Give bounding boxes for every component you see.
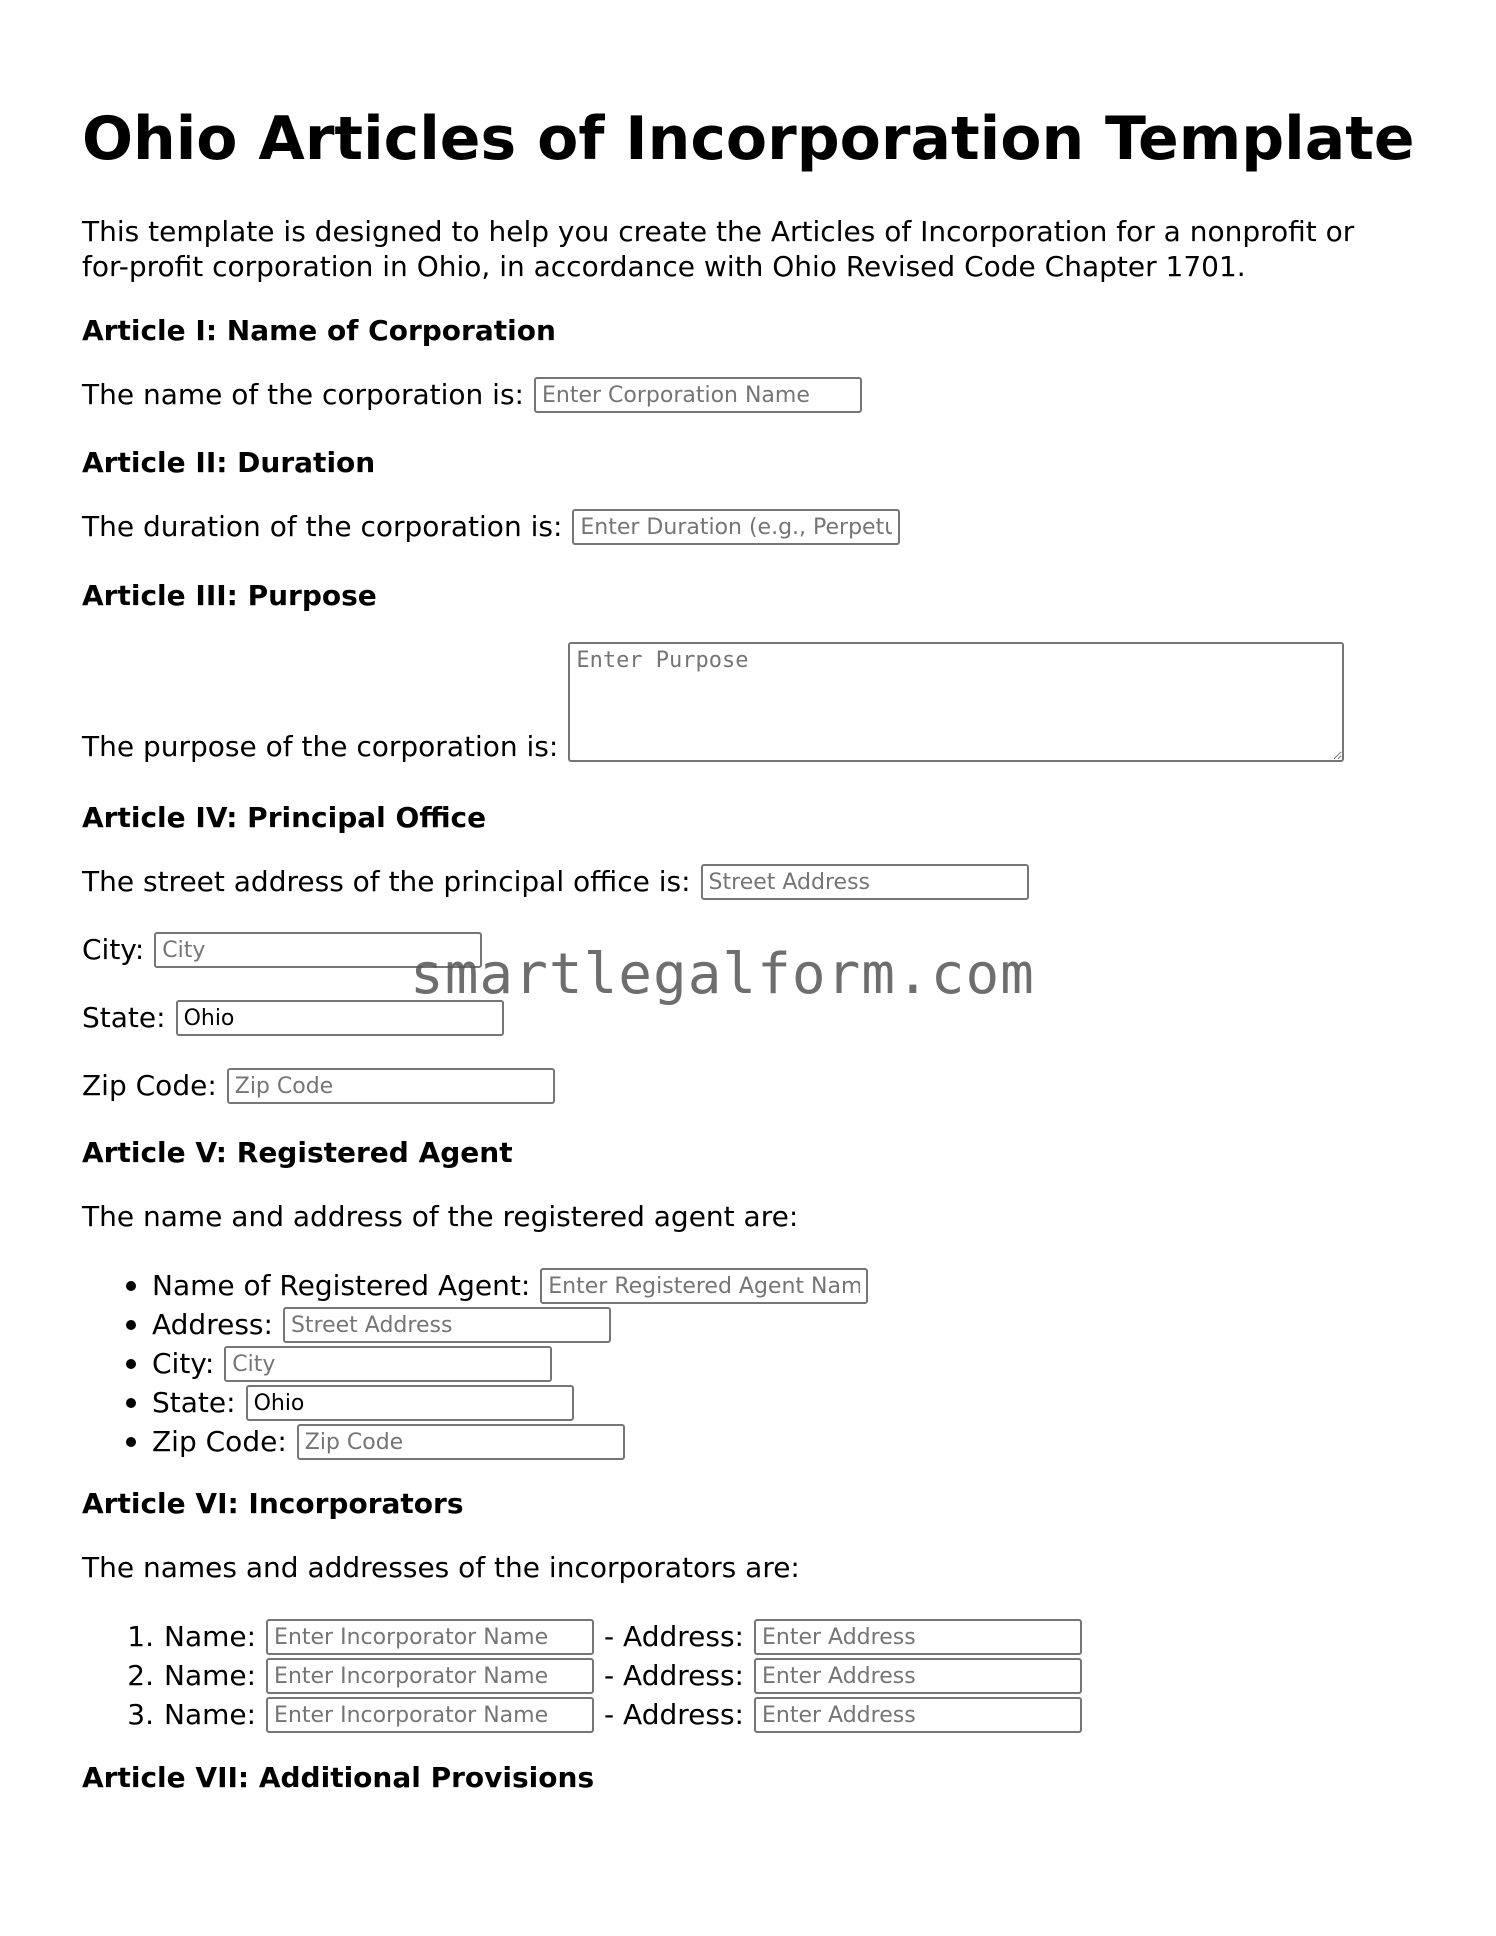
incorporator-address-input[interactable] xyxy=(754,1619,1082,1655)
incorporator-name-label: Name: xyxy=(164,1698,257,1731)
incorporator-row-1 xyxy=(82,1618,1082,1656)
agent-state-item xyxy=(80,1384,574,1422)
incorporator-address-label: - Address: xyxy=(604,1659,744,1692)
incorporator-name-label: Name: xyxy=(164,1659,257,1692)
incorporator-row-3 xyxy=(82,1696,1082,1734)
agent-name-item xyxy=(80,1267,868,1305)
incorporator-number: 3. xyxy=(127,1698,154,1731)
bullet-icon xyxy=(126,1359,136,1369)
principal-street-row xyxy=(82,863,1029,901)
incorporator-number: 2. xyxy=(127,1659,154,1692)
agent-intro xyxy=(82,1198,798,1236)
purpose-label: The purpose of the corporation is: xyxy=(82,730,559,763)
agent-address-label: Address: xyxy=(152,1308,273,1341)
article-5-heading: Article V: Registered Agent xyxy=(82,1136,513,1169)
principal-city-row xyxy=(82,931,482,969)
article-2-row xyxy=(82,508,900,546)
incorporators-intro-text: The names and addresses of the incorporators are: xyxy=(82,1551,800,1584)
incorporator-address-label: - Address: xyxy=(604,1698,744,1731)
incorporator-name-input[interactable] xyxy=(266,1619,594,1655)
agent-zip-item xyxy=(80,1423,625,1461)
duration-input[interactable] xyxy=(572,509,900,545)
article-2-heading: Article II: Duration xyxy=(82,446,376,479)
article-3-heading: Article III: Purpose xyxy=(82,579,377,612)
agent-name-input[interactable] xyxy=(540,1268,868,1304)
purpose-textarea[interactable] xyxy=(568,642,1344,762)
intro-line-2: for-profit corporation in Ohio, in accordance with Ohio Revised Code Chapter 1701. xyxy=(82,250,1246,283)
agent-intro-text: The name and address of the registered agent are: xyxy=(82,1200,799,1233)
article-3-row xyxy=(82,642,1344,762)
article-4-heading: Article IV: Principal Office xyxy=(82,801,487,834)
principal-city-label: City: xyxy=(82,933,145,966)
watermark: smartlegalform.com xyxy=(410,942,1035,1007)
principal-city-input[interactable] xyxy=(154,932,482,968)
agent-city-input[interactable] xyxy=(224,1346,552,1382)
page-title: Ohio Articles of Incorporation Template xyxy=(82,104,1415,174)
duration-label: The duration of the corporation is: xyxy=(82,510,563,543)
agent-address-item xyxy=(80,1306,611,1344)
incorporator-name-input[interactable] xyxy=(266,1697,594,1733)
agent-state-label: State: xyxy=(152,1386,236,1419)
incorporators-intro xyxy=(82,1549,800,1587)
bullet-icon xyxy=(126,1281,136,1291)
article-6-heading: Article VI: Incorporators xyxy=(82,1487,464,1520)
intro-line-1: This template is designed to help you create the Articles of Incorporation for a nonprofit or xyxy=(82,215,1355,248)
incorporator-address-label: - Address: xyxy=(604,1620,744,1653)
principal-street-label: The street address of the principal office is: xyxy=(82,865,691,898)
bullet-icon xyxy=(126,1320,136,1330)
principal-zip-label: Zip Code: xyxy=(82,1069,217,1102)
incorporator-name-label: Name: xyxy=(164,1620,257,1653)
incorporator-number: 1. xyxy=(127,1620,154,1653)
bullet-icon xyxy=(126,1437,136,1447)
principal-state-label: State: xyxy=(82,1001,166,1034)
article-7-heading: Article VII: Additional Provisions xyxy=(82,1761,595,1794)
article-1-heading: Article I: Name of Corporation xyxy=(82,314,556,347)
incorporator-address-input[interactable] xyxy=(754,1658,1082,1694)
incorporator-address-input[interactable] xyxy=(754,1697,1082,1733)
agent-zip-label: Zip Code: xyxy=(152,1425,287,1458)
agent-zip-input[interactable] xyxy=(297,1424,625,1460)
article-1-row xyxy=(82,376,862,414)
principal-street-input[interactable] xyxy=(701,864,1029,900)
incorporator-name-input[interactable] xyxy=(266,1658,594,1694)
agent-address-input[interactable] xyxy=(283,1307,611,1343)
principal-state-row xyxy=(82,999,504,1037)
bullet-icon xyxy=(126,1398,136,1408)
agent-state-input[interactable] xyxy=(246,1385,574,1421)
agent-name-label: Name of Registered Agent: xyxy=(152,1269,531,1302)
principal-state-input[interactable] xyxy=(176,1000,504,1036)
intro-paragraph xyxy=(82,214,1422,284)
agent-city-label: City: xyxy=(152,1347,215,1380)
principal-zip-input[interactable] xyxy=(227,1068,555,1104)
agent-city-item xyxy=(80,1345,552,1383)
corporation-name-label: The name of the corporation is: xyxy=(82,378,524,411)
principal-zip-row xyxy=(82,1067,555,1105)
corporation-name-input[interactable] xyxy=(534,377,862,413)
incorporator-row-2 xyxy=(82,1657,1082,1695)
